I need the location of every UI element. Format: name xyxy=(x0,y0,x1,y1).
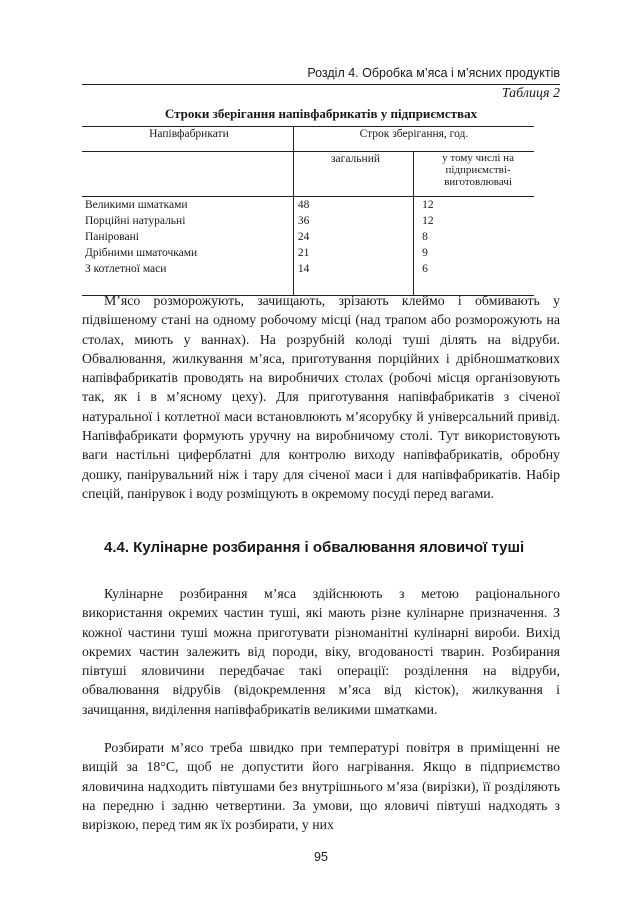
subheader-within xyxy=(414,152,534,197)
table-number: Таблиця 2 xyxy=(501,86,560,101)
within-value: 6 xyxy=(422,263,428,275)
total-value: 14 xyxy=(297,263,310,275)
table-body-row xyxy=(82,197,534,296)
total-values xyxy=(293,197,413,296)
within-value: 12 xyxy=(422,199,434,211)
subheader-empty xyxy=(82,152,293,197)
paragraph-3: Розбирати м’ясо треба швидко при температурі повітря в приміщенні не вищій за 18°С, щоб не допустити його нагрівання. Якщо в підприємство яловичина надходить півтушами без внутрішнього м’яза (вирізки), її розділяють на передню і задню четвертини. За умови, що яловичі півтуші надходять з вирізкою, перед тим як їх розбирати, у них xyxy=(82,740,560,833)
col-header-product: Напівфабрикати xyxy=(82,127,293,152)
subheader-total: загальний xyxy=(293,152,413,197)
subheader-within-text: у тому числі на підприємстві-виготовлювачі xyxy=(442,152,514,188)
page-number: 95 xyxy=(314,850,328,864)
col-header-storage: Строк зберігання, год. xyxy=(293,127,534,152)
storage-table xyxy=(82,126,534,296)
table-header-row xyxy=(82,127,534,152)
total-value: 48 xyxy=(297,199,310,211)
product-name: Порційні натуральні xyxy=(85,215,186,227)
within-values xyxy=(414,197,534,296)
product-name: Паніровані xyxy=(85,231,139,243)
section-heading: 4.4. Кулінарне розбирання і обвалювання яловичої туші xyxy=(104,539,525,556)
total-value: 24 xyxy=(297,231,310,243)
within-value: 8 xyxy=(422,231,428,243)
running-title: Розділ 4. Обробка м’яса і м’ясних продуктів xyxy=(307,66,560,80)
total-value: 36 xyxy=(297,215,310,227)
product-name: Дрібними шматочками xyxy=(85,247,198,259)
table-title: Строки зберігання напівфабрикатів у підприємствах xyxy=(164,106,478,121)
product-names xyxy=(82,197,293,296)
within-value: 12 xyxy=(422,215,434,227)
within-value: 9 xyxy=(422,247,428,259)
product-name: Великими шматками xyxy=(85,199,188,211)
paragraph-2: Кулінарне розбирання м’яса здійснюють з метою раціонального використання окремих частин туші, які мають різне кулінарне призначення. З кожної частини туші можна приготувати різноманітні кулінарні вироби. Вихід окремих частин залежить від породи, віку, вгодованості тварин. Розбирання півтуші яловичини передбачає такі операції: розділення на відруби, обвалювання відрубів (відокремлення м’яса від кісток), жилкування і зачищання, виділення напівфабрикатів великими шматками. xyxy=(82,586,560,717)
paragraph-1: М’ясо розморожують, зачищають, зрізають клеймо і обмивають у підвішеному стані на одному робочому місці (над трапом або розморожують на столах, миють у ваннах). На розрубній колоді туші ділять на відруби. Обвалювання, жилкування м’яса, приготування порційних і дрібношматкових напівфабрикатів проводять на виробничих столах (робочі місця організовують так, як і в м’ясному цеху). Для приготування напівфабрикатів з січеної натуральної і котлетної маси встановлюють м’ясорубку й універсальний привід. Напівфабрикати формують уручну на виробничому столі. Тут використовують ваги настільні циферблатні для контролю виходу напівфабрикатів, обробну дошку, панірувальний ніж і тару для січеної маси і для напівфабрикатів. Набір спецій, панірувок і воду розміщують в окремому посуді перед вагами. xyxy=(82,293,560,501)
total-value: 21 xyxy=(297,247,310,259)
table-subheader-row xyxy=(82,152,534,197)
header-rule xyxy=(82,84,560,85)
product-name: З котлетної маси xyxy=(85,263,167,275)
